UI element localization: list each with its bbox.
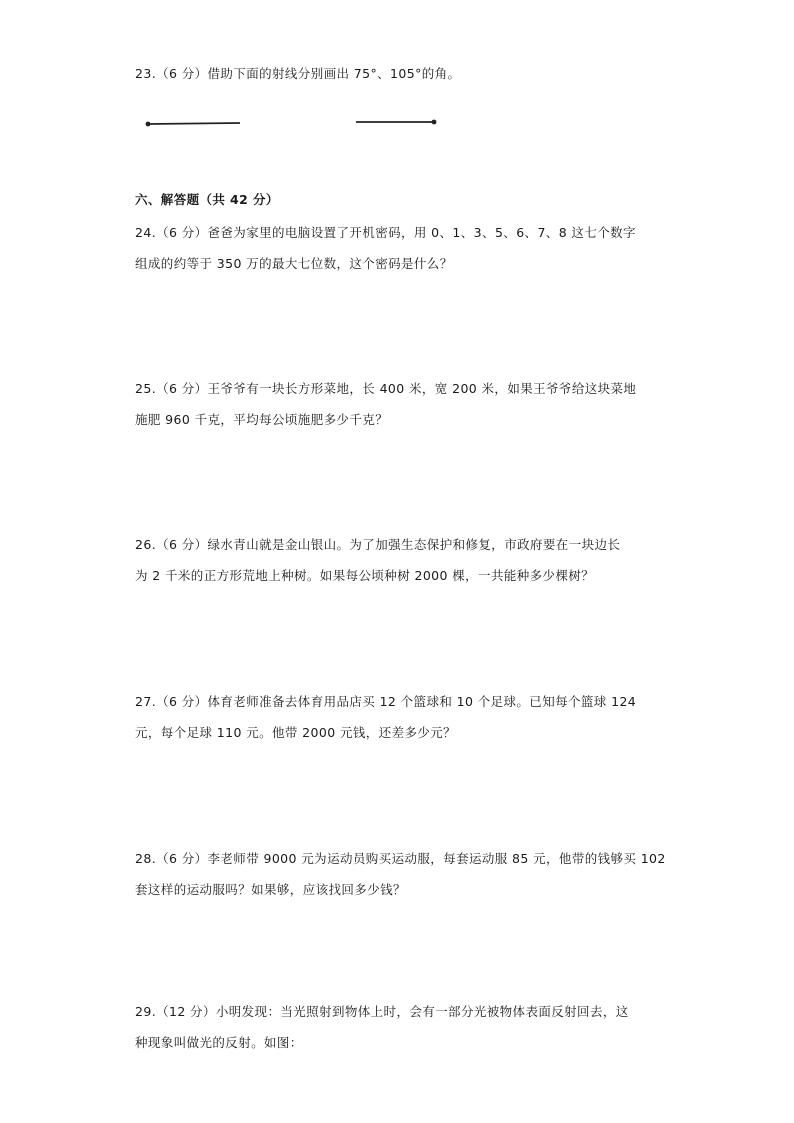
question-28-line-2: 套这样的运动服吗？如果够，应该找回多少钱？: [135, 882, 406, 897]
question-26-line-1: 26.（6 分）绿水青山就是金山银山。为了加强生态保护和修复，市政府要在一块边长: [135, 537, 621, 552]
question-26: [135, 529, 665, 591]
question-25-line-1: 25.（6 分）王爷爷有一块长方形菜地，长 400 米，宽 200 米，如果王爷爷给这块菜地: [135, 381, 637, 396]
question-29-line-1: 29.（12 分）小明发现：当光照射到物体上时，会有一部分光被物体表面反射回去，这: [135, 1004, 629, 1019]
ray-right: [356, 120, 436, 125]
question-24-line-1: 24.（6 分）爸爸为家里的电脑设置了开机密码，用 0、1、3、5、6、7、8 这七个数字: [135, 225, 636, 240]
question-24: [135, 217, 665, 279]
question-27-line-2: 元，每个足球 110 元。他带 2000 元钱，还差多少元？: [135, 725, 457, 740]
question-29: [135, 996, 665, 1058]
ray-right-endpoint: [432, 120, 437, 125]
question-26-line-2: 为 2 千米的正方形荒地上种树。如果每公顷种树 2000 棵，一共能种多少棵树？: [135, 568, 595, 583]
ray-left-endpoint: [146, 122, 151, 127]
ray-figures: [140, 112, 450, 132]
question-23-text: 23.（6 分）借助下面的射线分别画出 75°、105°的角。: [135, 66, 461, 81]
question-28: [135, 843, 665, 905]
section-heading: 六、解答题（共 42 分）: [135, 192, 279, 207]
question-28-line-1: 28.（6 分）李老师带 9000 元为运动员购买运动服，每套运动服 85 元，他带的钱够买 102: [135, 851, 666, 866]
question-27: [135, 686, 665, 748]
question-24-line-2: 组成的约等于 350 万的最大七位数，这个密码是什么？: [135, 256, 453, 271]
question-25-line-2: 施肥 960 千克，平均每公顷施肥多少千克？: [135, 412, 389, 427]
question-25: [135, 373, 665, 435]
ray-left: [146, 122, 240, 127]
question-29-line-2: 种现象叫做光的反射。如图：: [135, 1035, 303, 1050]
question-23: [135, 58, 665, 89]
question-27-line-1: 27.（6 分）体育老师准备去体育用品店买 12 个篮球和 10 个足球。已知每个篮球 124: [135, 694, 637, 709]
